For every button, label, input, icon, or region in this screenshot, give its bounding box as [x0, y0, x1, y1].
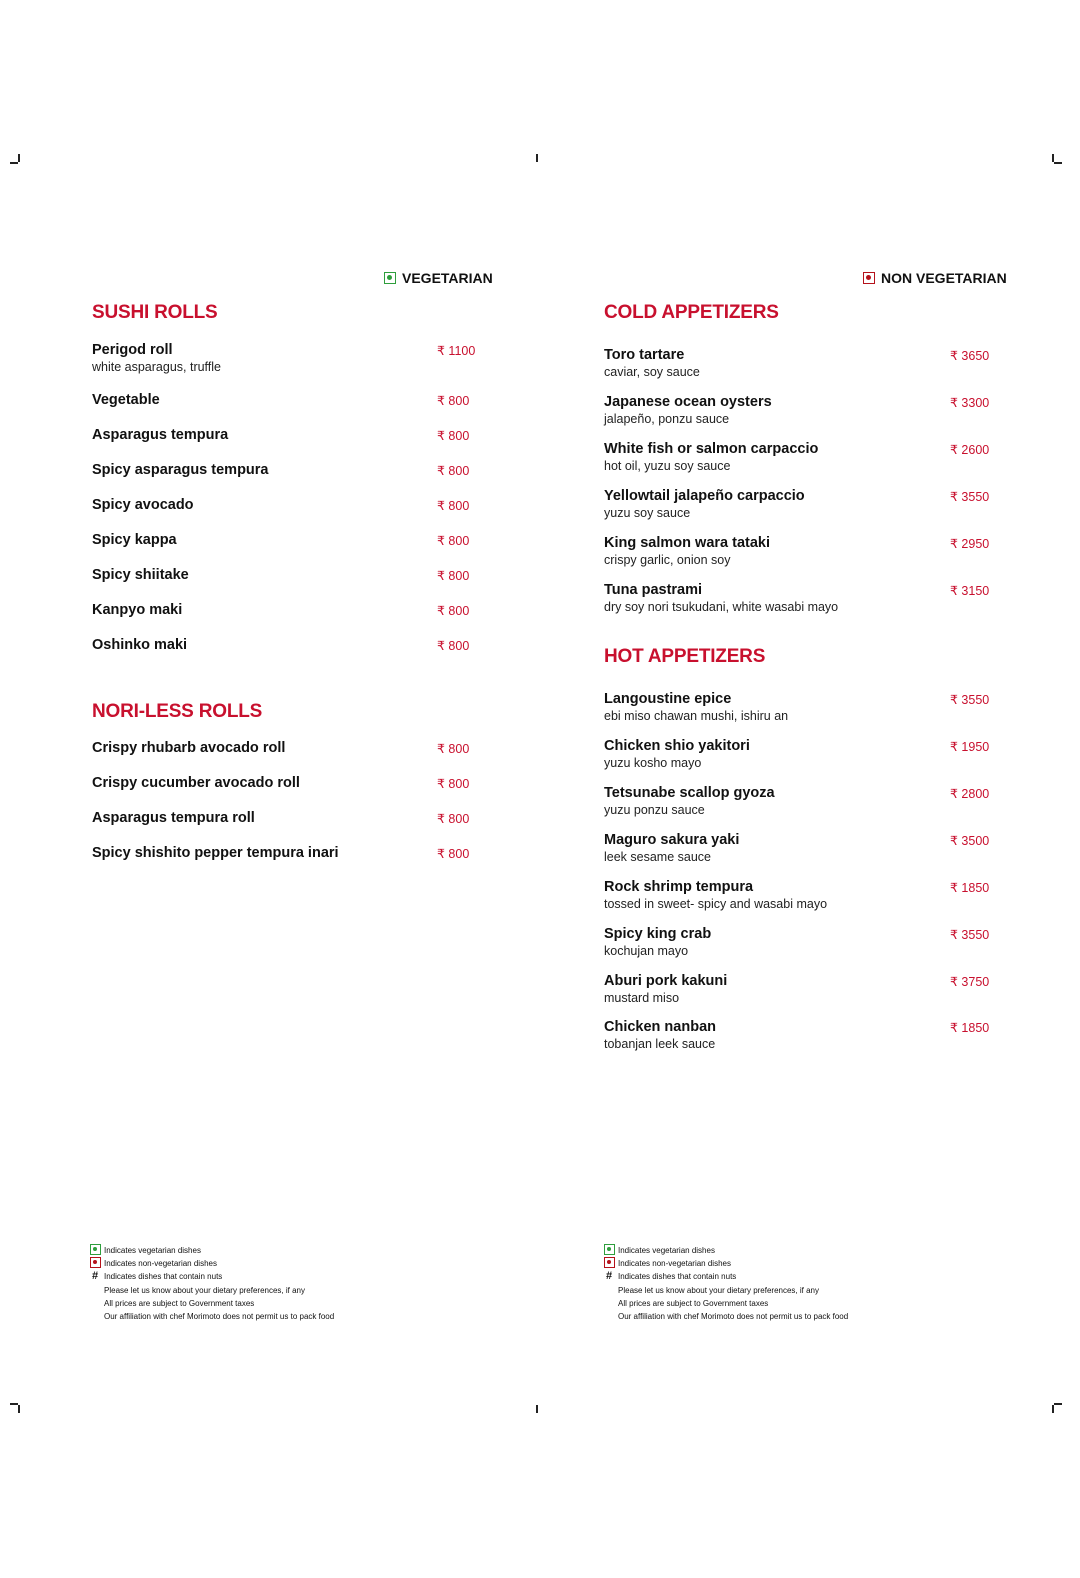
crop-mark	[1054, 1403, 1062, 1405]
item-description: leek sesame sauce	[604, 850, 712, 864]
crop-mark	[1052, 1405, 1054, 1413]
footer-veg-text: Indicates vegetarian dishes	[618, 1246, 715, 1255]
item-description: crispy garlic, onion soy	[604, 553, 731, 567]
menu-item	[92, 775, 482, 809]
item-price: ₹ 800	[437, 812, 470, 826]
menu-item	[604, 879, 1004, 913]
item-price: ₹ 2600	[950, 443, 990, 457]
item-price: ₹ 800	[437, 499, 470, 513]
item-price: ₹ 800	[437, 464, 470, 478]
item-description: yuzu ponzu sauce	[604, 803, 705, 817]
menu-item	[92, 462, 482, 496]
item-description: white asparagus, truffle	[92, 360, 222, 374]
hot-appetizers-title: HOT APPETIZERS	[604, 646, 766, 667]
menu-item	[92, 532, 482, 566]
menu-item	[92, 845, 482, 879]
non-veg-symbol-icon	[90, 1257, 101, 1268]
item-name: Crispy rhubarb avocado roll	[92, 740, 286, 756]
crop-mark	[10, 162, 18, 164]
item-name: Langoustine epice	[604, 691, 732, 707]
footer-tax-text: All prices are subject to Government taxes	[618, 1299, 769, 1308]
item-name: Maguro sakura yaki	[604, 832, 740, 848]
menu-item	[604, 691, 1004, 725]
item-price: ₹ 800	[437, 394, 470, 408]
item-price: ₹ 800	[437, 569, 470, 583]
item-name: Spicy king crab	[604, 926, 712, 942]
item-name: Chicken shio yakitori	[604, 738, 750, 754]
non-veg-symbol-icon	[604, 1257, 615, 1268]
item-name: Rock shrimp tempura	[604, 879, 754, 895]
item-description: tossed in sweet- spicy and wasabi mayo	[604, 897, 828, 911]
item-price: ₹ 800	[437, 429, 470, 443]
sushi-rolls-title: SUSHI ROLLS	[92, 302, 218, 323]
item-price: ₹ 800	[437, 639, 470, 653]
footer-nonveg-text: Indicates non-vegetarian dishes	[104, 1259, 217, 1268]
item-name: King salmon wara tataki	[604, 535, 770, 551]
item-price: ₹ 800	[437, 534, 470, 548]
veg-symbol-icon	[90, 1244, 101, 1255]
item-name: Chicken nanban	[604, 1019, 716, 1035]
footer-affiliation-text: Our affiliation with chef Morimoto does not permit us to pack food	[618, 1312, 849, 1321]
menu-item	[92, 497, 482, 531]
menu-item	[604, 441, 1004, 475]
menu-item	[604, 488, 1004, 522]
item-price: ₹ 2950	[950, 537, 990, 551]
item-price: ₹ 3750	[950, 975, 990, 989]
nori-less-rolls-title: NORI-LESS ROLLS	[92, 701, 263, 722]
footer-dietary-text: Please let us know about your dietary preferences, if any	[104, 1286, 305, 1295]
item-name: Aburi pork kakuni	[604, 973, 728, 989]
non-vegetarian-label: NON VEGETARIAN	[881, 270, 1007, 286]
item-price: ₹ 3650	[950, 349, 990, 363]
footer-dietary-text: Please let us know about your dietary preferences, if any	[618, 1286, 819, 1295]
item-name: Tetsunabe scallop gyoza	[604, 785, 775, 801]
item-name: Spicy shiitake	[92, 567, 189, 583]
menu-item	[92, 810, 482, 844]
crop-mark	[536, 1405, 538, 1413]
item-description: kochujan mayo	[604, 944, 689, 958]
menu-item	[92, 602, 482, 636]
item-price: ₹ 1100	[437, 344, 476, 358]
item-description: yuzu kosho mayo	[604, 756, 702, 770]
item-name: Vegetable	[92, 392, 160, 408]
crop-mark	[18, 154, 20, 162]
menu-item	[604, 832, 1004, 866]
item-price: ₹ 800	[437, 777, 470, 791]
item-description: mustard miso	[604, 991, 680, 1005]
item-name: White fish or salmon carpaccio	[604, 441, 819, 457]
footer-nuts-text: Indicates dishes that contain nuts	[618, 1272, 737, 1281]
menu-item	[92, 637, 482, 671]
menu-item	[604, 738, 1004, 772]
item-price: ₹ 800	[437, 604, 470, 618]
item-name: Asparagus tempura	[92, 427, 229, 443]
menu-item	[604, 973, 1004, 1007]
item-name: Oshinko maki	[92, 637, 188, 653]
item-price: ₹ 800	[437, 742, 470, 756]
item-name: Spicy shishito pepper tempura inari	[92, 845, 339, 861]
menu-item	[604, 347, 1004, 381]
item-price: ₹ 3550	[950, 928, 990, 942]
menu-item	[604, 394, 1004, 428]
item-name: Tuna pastrami	[604, 582, 703, 598]
menu-item	[604, 582, 1004, 616]
item-description: hot oil, yuzu soy sauce	[604, 459, 731, 473]
item-name: Spicy avocado	[92, 497, 194, 513]
item-price: ₹ 3500	[950, 834, 990, 848]
item-name: Perigod roll	[92, 342, 173, 358]
non-veg-symbol-icon	[863, 272, 875, 284]
footer-nonveg-text: Indicates non-vegetarian dishes	[618, 1259, 731, 1268]
item-price: ₹ 3550	[950, 693, 990, 707]
item-price: ₹ 3550	[950, 490, 990, 504]
item-description: jalapeño, ponzu sauce	[604, 412, 730, 426]
veg-symbol-icon	[604, 1244, 615, 1255]
crop-mark	[18, 1405, 20, 1413]
item-price: ₹ 800	[437, 847, 470, 861]
vegetarian-label: VEGETARIAN	[402, 270, 493, 286]
menu-item	[604, 1019, 1004, 1053]
item-name: Crispy cucumber avocado roll	[92, 775, 300, 791]
menu-item	[604, 535, 1004, 569]
item-price: ₹ 1850	[950, 1021, 990, 1035]
footer-tax-text: All prices are subject to Government taxes	[104, 1299, 255, 1308]
crop-mark	[10, 1403, 18, 1405]
item-name: Spicy kappa	[92, 532, 177, 548]
item-price: ₹ 1850	[950, 881, 990, 895]
item-description: caviar, soy sauce	[604, 365, 700, 379]
menu-item	[604, 785, 1004, 819]
item-price: ₹ 3300	[950, 396, 990, 410]
item-price: ₹ 2800	[950, 787, 990, 801]
item-description: dry soy nori tsukudani, white wasabi mayo	[604, 600, 839, 614]
footer-affiliation-text: Our affiliation with chef Morimoto does not permit us to pack food	[104, 1312, 335, 1321]
menu-item	[92, 740, 482, 774]
menu-item	[604, 926, 1004, 960]
menu-item	[92, 342, 482, 376]
item-name: Asparagus tempura roll	[92, 810, 255, 826]
item-name: Spicy asparagus tempura	[92, 462, 269, 478]
nuts-symbol-icon: #	[92, 1270, 99, 1282]
crop-mark	[1052, 154, 1054, 162]
item-price: ₹ 3150	[950, 584, 990, 598]
item-name: Kanpyo maki	[92, 602, 183, 618]
menu-item	[92, 427, 482, 461]
menu-item	[92, 392, 482, 426]
item-description: yuzu soy sauce	[604, 506, 691, 520]
item-name: Yellowtail jalapeño carpaccio	[604, 488, 805, 504]
cold-appetizers-title: COLD APPETIZERS	[604, 302, 779, 323]
item-name: Japanese ocean oysters	[604, 394, 772, 410]
footer-veg-text: Indicates vegetarian dishes	[104, 1246, 201, 1255]
menu-item	[92, 567, 482, 601]
item-price: ₹ 1950	[950, 740, 990, 754]
footer-nuts-text: Indicates dishes that contain nuts	[104, 1272, 223, 1281]
item-description: ebi miso chawan mushi, ishiru an	[604, 709, 789, 723]
veg-symbol-icon	[384, 272, 396, 284]
crop-mark	[536, 154, 538, 162]
item-name: Toro tartare	[604, 347, 685, 363]
crop-mark	[1054, 162, 1062, 164]
item-description: tobanjan leek sauce	[604, 1037, 716, 1051]
nuts-symbol-icon: #	[606, 1270, 613, 1282]
